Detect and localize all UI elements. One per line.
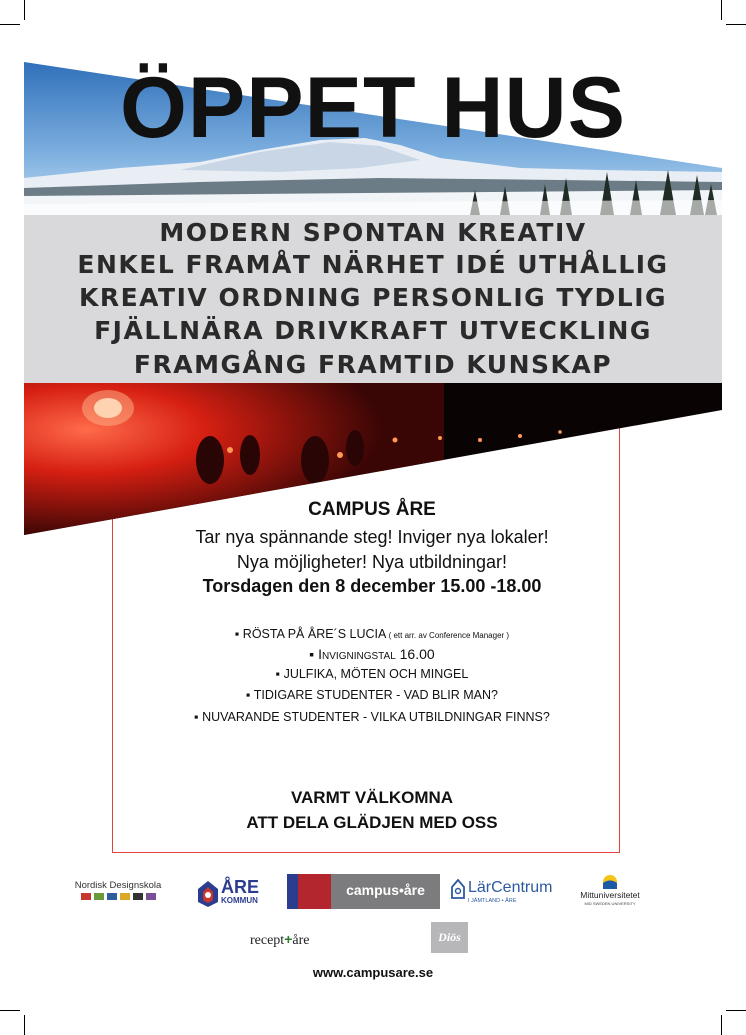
keyword-line: FJÄLLNÄRA DRIVKRAFT UTVECKLING	[94, 316, 652, 345]
larcentrum-text: LärCentrum	[468, 879, 553, 896]
are-kommun-logo	[197, 878, 269, 910]
lead-text: Nya möjligheter! Nya utbildningar!	[236, 552, 508, 572]
are-kommun-emblem-icon	[197, 880, 219, 908]
mittuniversitetet-sun-icon	[602, 874, 618, 890]
lead-text: Tar nya spännande steg! Inviger nya lokaler!	[195, 527, 549, 547]
agenda-item-text: ▪ RÖSTA PÅ ÅRE´S LUCIA	[234, 627, 387, 641]
event-date: Torsdagen den 8 december 15.00 -18.00	[202, 576, 542, 596]
mittuniversitetet-logo	[574, 874, 646, 908]
recept-are-logo	[250, 931, 330, 951]
dios-logo	[431, 922, 468, 953]
nordisk-designskola-logo	[68, 880, 168, 906]
campus-are-logo	[287, 874, 440, 909]
agenda-item	[112, 707, 632, 727]
nordisk-color-strip	[68, 893, 168, 900]
recept-are-text: åre	[292, 933, 310, 948]
larcentrum-house-icon	[450, 878, 466, 900]
mittuniversitetet-sub: MID SWEDEN UNIVERSITY	[584, 901, 636, 906]
agenda-item	[112, 644, 632, 665]
are-kommun-title: ÅRE	[221, 877, 260, 897]
keyword-line: ENKEL FRAMÅT NÄRHET IDÉ UTHÅLLIG	[77, 250, 669, 279]
are-kommun-sub: KOMMUN	[221, 896, 258, 905]
agenda-item	[112, 664, 632, 684]
plus-icon: +	[284, 931, 293, 947]
agenda-item	[112, 685, 632, 705]
keyword-line: KREATIV ORDNING PERSONLIG TYDLIG	[78, 283, 668, 312]
welcome-line: ATT DELA GLÄDJEN MED OSS	[246, 813, 498, 832]
campus-are-red-block	[298, 874, 331, 909]
recept-text: recept	[250, 933, 285, 948]
agenda-item	[112, 624, 632, 646]
campus-heading: CAMPUS ÅRE	[308, 499, 436, 520]
nordisk-designskola-text: Nordisk Designskola	[74, 880, 162, 891]
agenda-item-text: ▪ JULFIKA, MÖTEN OCH MINGEL	[275, 667, 469, 681]
larcentrum-logo	[450, 876, 553, 908]
keyword-line: MODERN SPONTAN KREATIV	[159, 218, 587, 247]
agenda-item-note: ( ett arr. av Conference Manager )	[386, 631, 510, 640]
agenda-item-text: ▪ NUVARANDE STUDENTER - VILKA UTBILDNINGAR FINNS?	[194, 710, 550, 724]
larcentrum-sub: I JÄMTLAND • ÅRE	[468, 898, 517, 904]
welcome-line: VARMT VÄLKOMNA	[290, 788, 454, 807]
mittuniversitetet-text: Mittuniversitetet	[580, 890, 640, 900]
dios-text: Diös	[438, 930, 461, 944]
website-url: www.campusare.se	[312, 965, 434, 980]
campus-are-text: campus•åre	[346, 882, 425, 898]
agenda-item-text: ▪ TIDIGARE STUDENTER - VAD BLIR MAN?	[246, 688, 498, 702]
agenda-item-text: ▪ Invigningstal 16.00	[309, 646, 435, 662]
keyword-line: FRAMGÅNG FRAMTID KUNSKAP	[133, 350, 613, 379]
campus-are-blue-block	[287, 874, 298, 909]
page-title: ÖPPET HUS	[120, 60, 626, 156]
